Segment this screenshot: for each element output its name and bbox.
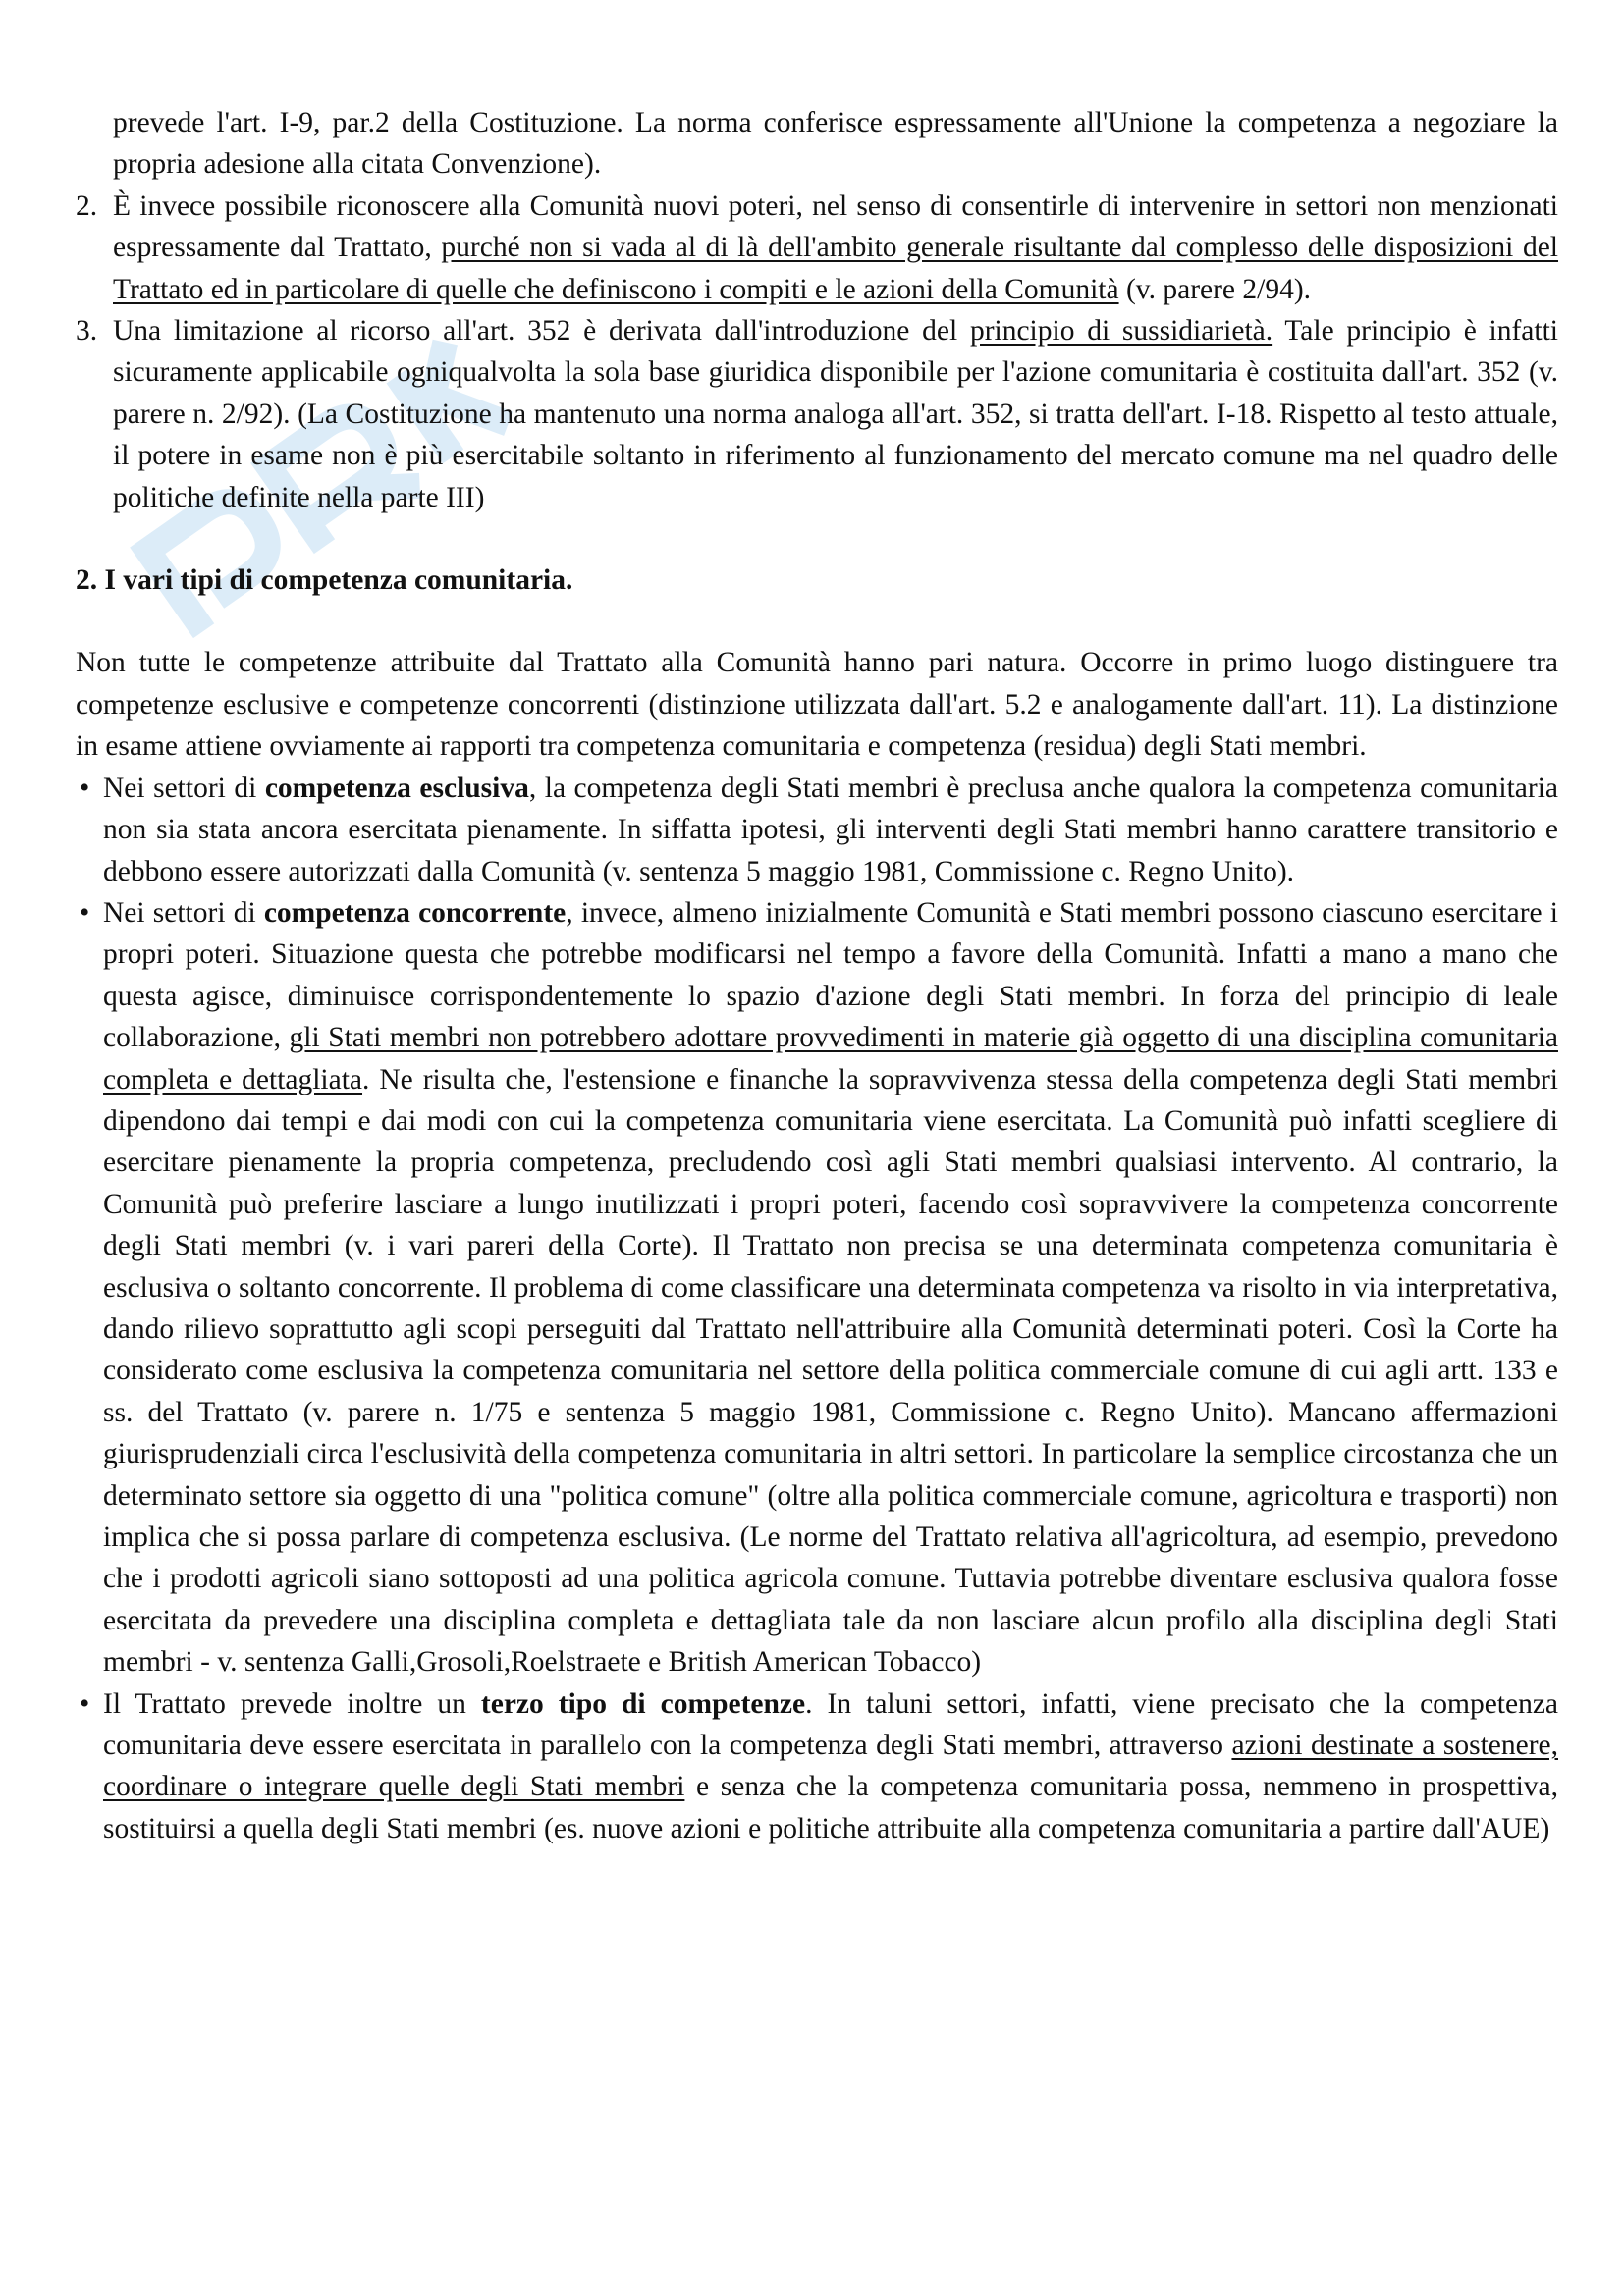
bullet-item-concurrent: • Nei settori di competenza concorrente, invece, almeno inizialmente Comunità e Stati membri possono ciascuno esercitare i propri poteri. Situazione questa che potrebbe modificarsi nel tempo a favore della Comunità. Infatti a mano a mano che questa agisce, diminuisce corrispondentemente lo spazio d'azione degli Stati membri. In forza del principio di leale collaborazione, gli Stati membri non potrebbero adottare provvedimenti in materie già oggetto di una disciplina comunitaria completa e dettagliata. Ne risulta che, l'estensione e finanche la sopravvivenza stessa della competenza degli Stati membri dipendono dai tempi e dai modi con cui la competenza comunitaria viene esercitata. La Comunità può infatti scegliere di esercitare pienamente la propria competenza, precludendo così agli Stati membri qualsiasi intervento. Al contrario, la Comunità può preferire lasciare a lungo inutilizzati i propri poteri, facendo così sopravvivere la competenza concorrente degli Stati membri (v. i vari pareri della Corte). Il Trattato non precisa se una determinata competenza comunitaria è esclusiva o soltanto concorrente. Il problema di come classificare una determinata competenza va risolto in via interpretativa, dando rilievo soprattutto agli scopi perseguiti dal Trattato nell'attribuire alla Comunità determinati poteri. Così la Corte ha considerato come esclusiva la competenza comunitaria nel settore della politica commerciale comune di cui agli artt. 133 e ss. del Trattato (v. parere n. 1/75 e sentenza 5 maggio 1981, Commissione c. Regno Unito). Mancano affermazioni giurisprudenziali circa l'esclusività della competenza comunitaria in altri settori. In particolare la semplice circostanza che un determinato settore sia oggetto di una "politica comune" (oltre alla politica commerciale comune, agricoltura e trasporti) non implica che si possa parlare di competenza esclusiva. (Le norme del Trattato relativa all'agricoltura, ad esempio, prevedono che i prodotti agricoli siano sottoposti ad una politica agricola comune. Tuttavia potrebbe diventare esclusiva qualora fosse esercitata da prevedere una disciplina completa e dettagliata tale da non lasciare alcun profilo alla disciplina degli Stati membri - v. sentenza Galli,Grosoli,Roelstraete e British American Tobacco)	[76, 892, 1558, 1683]
list-item-1-continuation: prevede l'art. I-9, par.2 della Costituzione. La norma conferisce espressamente all'Unione la competenza a negoziare la propria adesione alla citata Convenzione).	[113, 107, 1558, 181]
underlined-text: gli Stati membri non potrebbero adottare provvedimenti in materie già oggetto di una disciplina comunitaria completa e dettagliata	[103, 1022, 1558, 1095]
bullet-marker: •	[80, 896, 90, 929]
underlined-text: purché non si vada al di là dell'ambito generale risultante dal complesso delle disposizioni del Trattato ed in particolare di quelle che definiscono i compiti e le azioni della Comunità	[113, 232, 1559, 305]
underlined-text: azioni destinate a sostenere, coordinare o integrare quelle degli Stati membri	[103, 1730, 1558, 1803]
bold-term: terzo tipo di competenze	[480, 1687, 806, 1720]
bullet-item-third-type: • Il Trattato prevede inoltre un terzo tipo di competenze. In taluni settori, infatti, viene precisato che la competenza comunitaria deve essere esercitata in parallelo con la competenza degli Stati membri, attraverso azioni destinate a sostenere, coordinare o integrare quelle degli Stati membri e senza che la competenza comunitaria possa, nemmeno in prospettiva, sostituirsi a quella degli Stati membri (es. nuove azioni e politiche attribuite alla competenza comunitaria a partire dall'AUE)	[76, 1683, 1558, 1850]
bullet-marker: •	[80, 1687, 90, 1720]
underlined-text: principio di sussidiarietà.	[969, 315, 1273, 347]
list-marker: 2.	[76, 189, 98, 222]
list-item-3: 3. Una limitazione al ricorso all'art. 352 è derivata dall'introduzione del principio di sussidiarietà. Tale principio è infatti sicuramente applicabile ogniqualvolta la sola base giuridica disponibile per l'azione comunitaria è costituita dall'art. 352 (v. parere n. 2/92). (La Costituzione ha mantenuto una norma analoga all'art. 352, si tratta dell'art. I-18. Rispetto al testo attuale, il potere in esame non è più esercitabile soltanto in riferimento al funzionamento del mercato comune ma nel quadro delle politiche definite nella parte III)	[76, 310, 1558, 518]
bold-term: competenza concorrente	[263, 896, 567, 929]
document-page	[76, 102, 1558, 1849]
bold-term: competenza esclusiva	[264, 772, 529, 804]
section-heading: 2. I vari tipi di competenza comunitaria.	[76, 564, 573, 597]
bullet-item-exclusive: • Nei settori di competenza esclusiva, la competenza degli Stati membri è preclusa anche qualora la competenza comunitaria non sia stata ancora esercitata pienamente. In siffatta ipotesi, gli interventi degli Stati membri hanno carattere transitorio e debbono essere autorizzati dalla Comunità (v. sentenza 5 maggio 1981, Commissione c. Regno Unito).	[76, 768, 1558, 892]
bullet-marker: •	[80, 772, 90, 804]
intro-paragraph: Non tutte le competenze attribuite dal Trattato alla Comunità hanno pari natura. Occorre in primo luogo distinguere tra competenze esclusive e competenze concorrenti (distinzione utilizzata dall'art. 5.2 e analogamente dall'art. 11). La distinzione in esame attiene ovviamente ai rapporti tra competenza comunitaria e competenza (residua) degli Stati membri.	[76, 647, 1558, 763]
list-marker: 3.	[76, 315, 98, 347]
list-item-2: 2. È invece possibile riconoscere alla Comunità nuovi poteri, nel senso di consentirle di intervenire in settori non menzionati espressamente dal Trattato, purché non si vada al di là dell'ambito generale risultante dal complesso delle disposizioni del Trattato ed in particolare di quelle che definiscono i compiti e le azioni della Comunità (v. parere 2/94).	[76, 186, 1558, 310]
